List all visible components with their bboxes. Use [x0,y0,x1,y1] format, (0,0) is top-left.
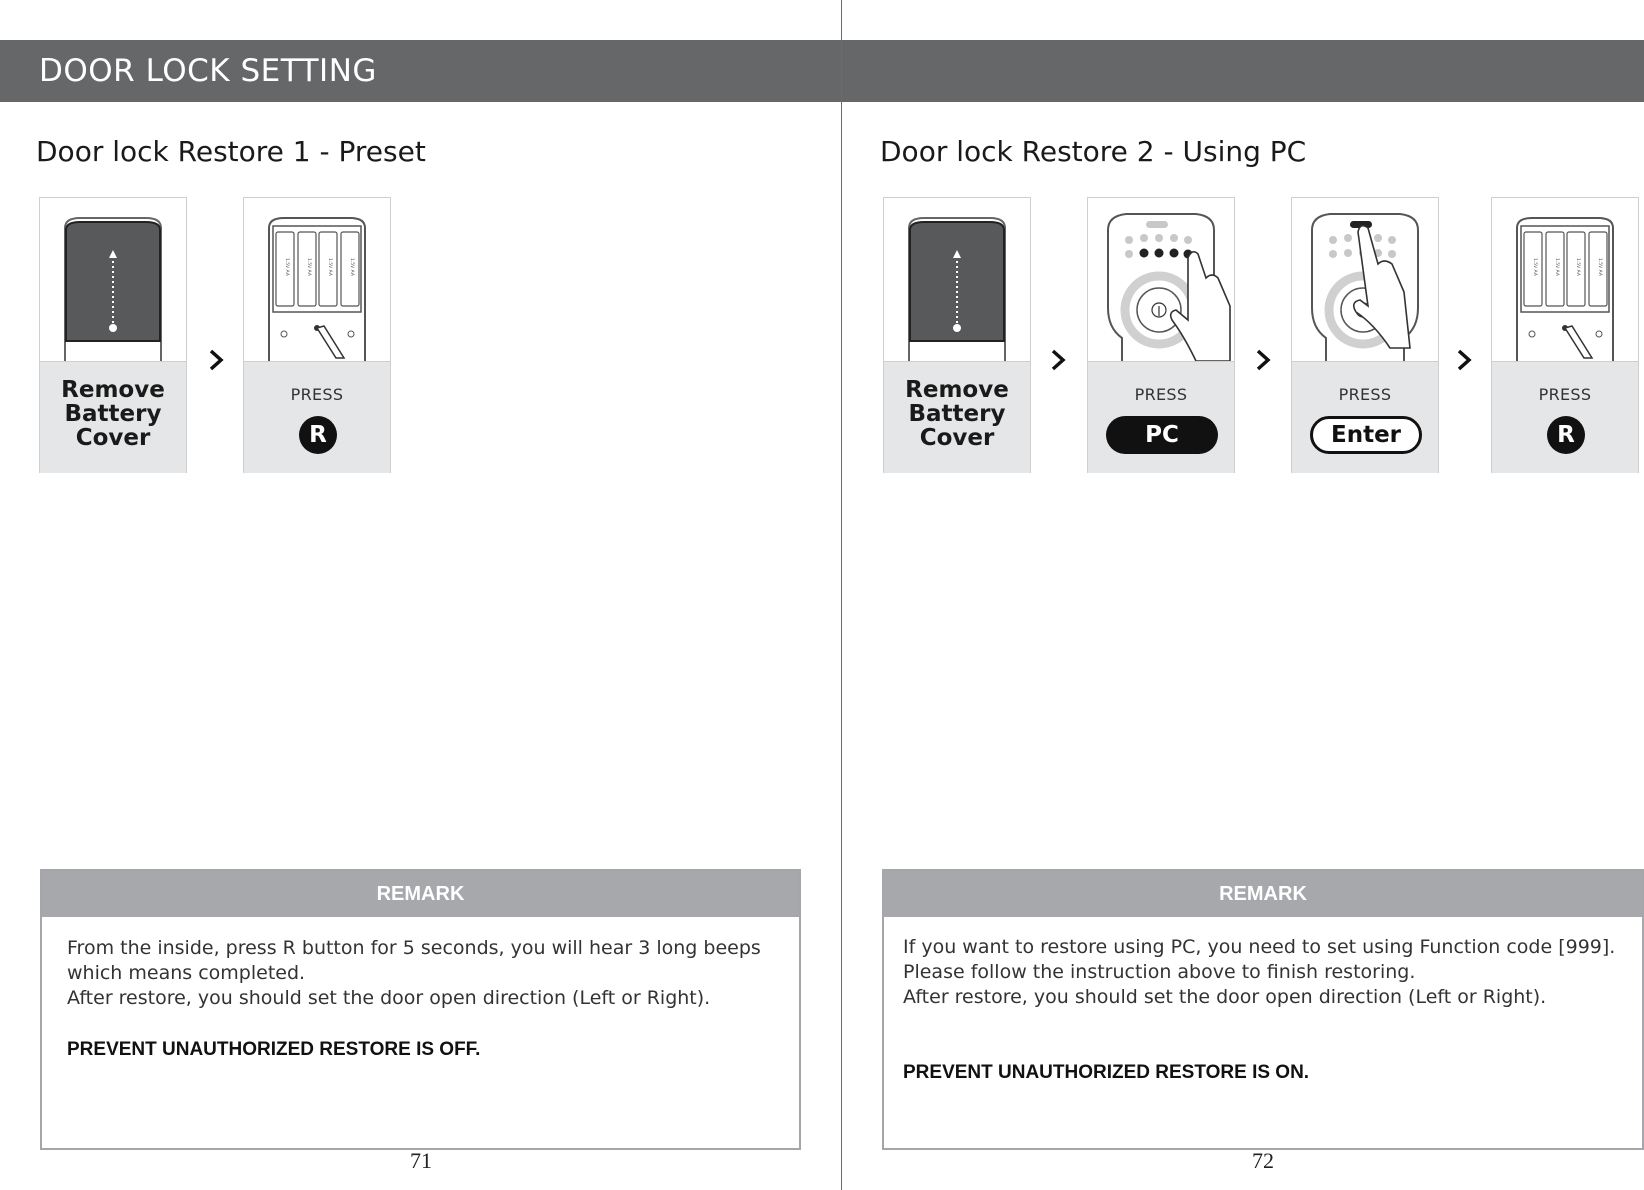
left-section-title: Door lock Restore 1 - Preset [36,135,426,168]
press-label: PRESS [290,385,344,404]
left-remark-box [40,869,801,1150]
header-bar [0,40,1644,102]
battery-3-label: 1.5V AA [327,258,332,276]
battery-pack-illustration-icon [244,198,390,361]
keypad-press-enter-illustration-icon [1292,198,1438,361]
press-label: PRESS [1338,385,1392,404]
step-label-area [884,361,1030,473]
page-title: DOOR LOCK SETTING [39,53,377,89]
battery-4-label: 1.5V AA [349,258,354,276]
keypad-press-pc-illustration-icon [1088,198,1234,361]
page-number-right: 72 [1252,1148,1274,1173]
right-step-remove-cover [883,197,1031,473]
press-label: PRESS [1134,385,1188,404]
remark-warning: PREVENT UNAUTHORIZED RESTORE IS OFF. [67,1039,481,1060]
r-key-badge: R [299,416,337,454]
step-label-area [1492,361,1638,473]
step-label-area [40,361,186,473]
remove-battery-cover-label: Remove Battery Cover [61,377,165,451]
battery-2-label: 1.5V AA [1554,258,1559,276]
step-label-area [1292,361,1438,473]
remove-battery-cover-label: Remove Battery Cover [905,377,1009,451]
left-step-remove-cover [39,197,187,473]
chevron-right-icon [1454,348,1474,372]
remark-heading: REMARK [884,871,1642,917]
right-remark-box [882,869,1644,1150]
remark-heading: REMARK [42,871,799,917]
r-key-badge: R [1547,416,1585,454]
enter-key-badge: Enter [1310,416,1422,454]
remark-text: If you want to restore using PC, you need to set using Function code [999]. Please follow the instruction above to finish restoring. After restore, you should set the door open direction (Left or Right). [903,936,1616,1008]
step-label-area [244,361,390,473]
right-step-press-pc [1087,197,1235,473]
battery-4-label: 1.5V AA [1597,258,1602,276]
battery-cover-illustration-icon [884,198,1030,361]
right-section-title: Door lock Restore 2 - Using PC [880,135,1307,168]
press-label: PRESS [1538,385,1592,404]
chevron-right-icon [1253,348,1273,372]
right-step-press-r [1491,197,1639,473]
page-number-left: 71 [410,1148,432,1173]
page-divider [841,0,842,1190]
battery-1-label: 1.5V AA [284,258,289,276]
chevron-right-icon [1048,348,1068,372]
remark-warning: PREVENT UNAUTHORIZED RESTORE IS ON. [903,1062,1310,1083]
battery-cover-illustration-icon [40,198,186,361]
battery-3-label: 1.5V AA [1575,258,1580,276]
remark-text: From the inside, press R button for 5 seconds, you will hear 3 long beeps which means completed. After restore, you should set the door open direction (Left or Right). [67,937,761,1009]
chevron-right-icon [206,348,226,372]
left-step-press-r [243,197,391,473]
pc-key-badge: PC [1106,416,1218,454]
step-label-area [1088,361,1234,473]
battery-1-label: 1.5V AA [1532,258,1537,276]
battery-2-label: 1.5V AA [306,258,311,276]
battery-pack-illustration-icon [1492,198,1638,361]
right-step-press-enter [1291,197,1439,473]
